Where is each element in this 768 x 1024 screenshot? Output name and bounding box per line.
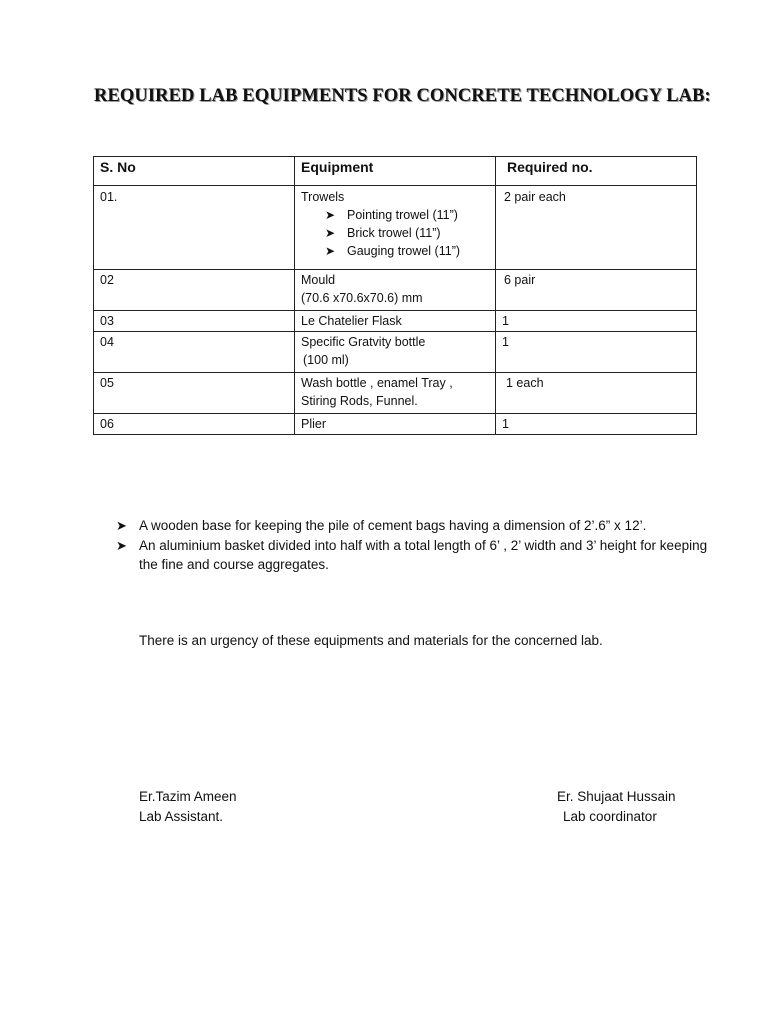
header-equipment: Equipment [295, 157, 496, 186]
cell-required: 1 [496, 414, 697, 435]
table-row [94, 332, 697, 373]
cell-sno: 03 [94, 311, 295, 332]
signatory-name: Er. Shujaat Hussain [557, 789, 676, 804]
sublist-item-label: Brick trowel (11”) [347, 226, 441, 240]
table-row [94, 373, 697, 414]
list-item [325, 242, 489, 260]
equipment-name: Wash bottle , enamel Tray , [301, 376, 453, 390]
equipment-sublist [301, 206, 489, 260]
cell-required: 1 [496, 311, 697, 332]
signature-block-right [557, 787, 676, 827]
sublist-item-label: Gauging trowel (11”) [347, 244, 461, 258]
header-required-label: Required no. [507, 159, 593, 175]
requirement-text: A wooden base for keeping the pile of cement bags having a dimension of 2’.6” x 12’. [139, 518, 647, 533]
required-value: 2 pair each [504, 190, 566, 204]
arrow-bullet-icon: ➤ [325, 226, 336, 240]
cell-required [496, 186, 697, 270]
requirement-text: An aluminium basket divided into half with a total length of 6’ , 2’ width and 3’ height for keeping the fine and course aggregates. [139, 537, 708, 572]
signatory-role: Lab Assistant. [139, 809, 224, 824]
cell-required: 1 [496, 332, 697, 373]
cell-required [496, 270, 697, 311]
cell-sno: 02 [94, 270, 295, 311]
signatory-role: Lab coordinator [563, 809, 657, 824]
sublist-item-label: Pointing trowel (11”) [347, 208, 458, 222]
arrow-bullet-icon: ➤ [116, 518, 127, 533]
arrow-bullet-icon: ➤ [325, 244, 336, 258]
cell-equipment [295, 373, 496, 414]
table-header-row [94, 157, 697, 186]
urgency-note: There is an urgency of these equipments and materials for the concerned lab. [139, 633, 603, 648]
cell-required [496, 373, 697, 414]
required-value: 6 pair [504, 273, 536, 287]
equipment-table [93, 156, 697, 435]
list-item [325, 206, 489, 224]
equipment-name: Mould [301, 273, 336, 287]
cell-sno: 01. [94, 186, 295, 270]
arrow-bullet-icon: ➤ [116, 537, 127, 553]
list-item [116, 516, 716, 536]
list-item [325, 224, 489, 242]
arrow-bullet-icon: ➤ [325, 208, 336, 222]
list-item [116, 536, 716, 575]
signature-block-left [139, 787, 237, 827]
equipment-name: Trowels [301, 190, 345, 204]
equipment-name: Specific Gratvity bottle [301, 335, 426, 349]
requirements-list [116, 516, 716, 575]
page-title: REQUIRED LAB EQUIPMENTS FOR CONCRETE TECHNOLOGY LAB: [94, 86, 711, 106]
cell-equipment [295, 332, 496, 373]
cell-sno: 04 [94, 332, 295, 373]
required-value: 1 each [506, 376, 544, 390]
table-row [94, 270, 697, 311]
cell-equipment [295, 270, 496, 311]
cell-equipment [295, 186, 496, 270]
signatory-name: Er.Tazim Ameen [139, 789, 237, 804]
equipment-detail: (70.6 x70.6x70.6) mm [301, 291, 423, 305]
header-sno: S. No [94, 157, 295, 186]
equipment-detail: (100 ml) [303, 353, 349, 367]
header-required [496, 157, 697, 186]
equipment-detail: Stiring Rods, Funnel. [301, 394, 418, 408]
table-row [94, 414, 697, 435]
cell-sno: 06 [94, 414, 295, 435]
cell-equipment: Plier [295, 414, 496, 435]
cell-sno: 05 [94, 373, 295, 414]
table-row [94, 311, 697, 332]
table-row [94, 186, 697, 270]
cell-equipment: Le Chatelier Flask [295, 311, 496, 332]
